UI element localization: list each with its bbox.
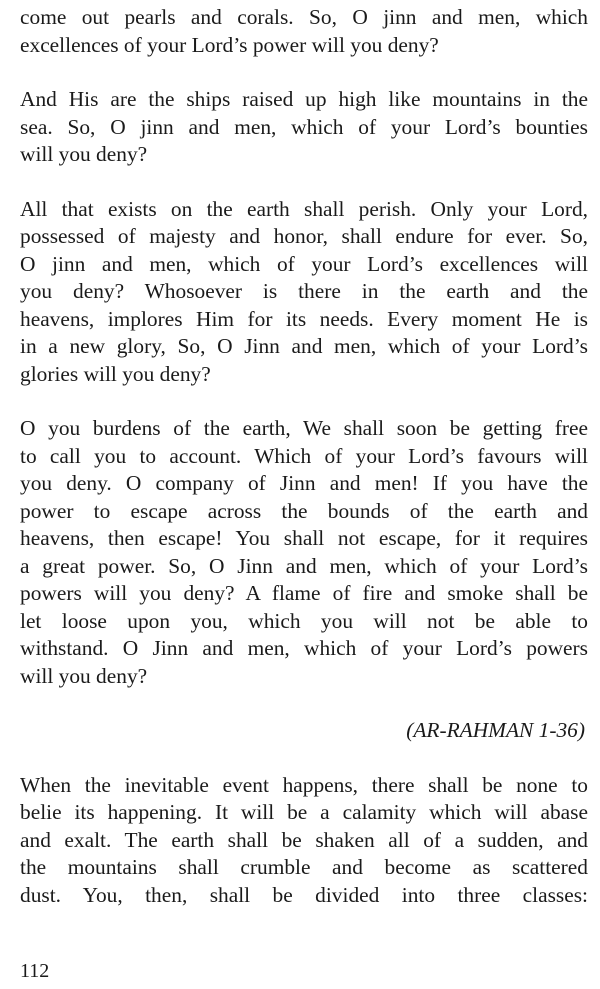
- text-line: and exalt. The earth shall be shaken all of a sudden, and: [20, 827, 588, 852]
- text-line: sea. So, O jinn and men, which of your Lord’s bounties: [20, 114, 588, 139]
- text-line: excellences of your Lord’s power will you deny?: [20, 32, 439, 57]
- text-line: dust. You, then, shall be divided into three classes:: [20, 882, 588, 907]
- text-line: to call you to account. Which of your Lord’s favours will: [20, 443, 588, 468]
- text-line: will you deny?: [20, 663, 148, 688]
- text-line: heavens, then escape! You shall not escape, for it requires: [20, 526, 588, 550]
- paragraph-gap: [20, 169, 588, 196]
- citation-reference: (AR-RAHMAN 1-36): [406, 718, 585, 742]
- paragraph-5: [20, 772, 588, 910]
- page-number: 112: [20, 960, 50, 982]
- text-line: possessed of majesty and honor, shall endure for ever. So,: [20, 224, 588, 248]
- text-line: you deny. O company of Jinn and men! If you have the: [20, 471, 588, 495]
- paragraph-gap: [20, 388, 588, 415]
- text-line: will you deny?: [20, 142, 148, 166]
- text-line: O jinn and men, which of your Lord’s excellences will: [20, 251, 588, 276]
- text-line: withstand. O Jinn and men, which of your Lord’s powers: [20, 636, 588, 660]
- paragraph-gap: [20, 690, 588, 717]
- paragraph-2: [20, 86, 588, 169]
- text-line: O you burdens of the earth, We shall soon be getting free: [20, 416, 588, 440]
- text-line: a great power. So, O Jinn and men, which of your Lord’s: [20, 553, 588, 578]
- text-line: All that exists on the earth shall perish. Only your Lord,: [20, 196, 588, 221]
- paragraph-1: [20, 4, 588, 59]
- text-line: And His are the ships raised up high like mountains in the: [20, 87, 588, 111]
- page-body: [20, 4, 588, 909]
- text-line: come out pearls and corals. So, O jinn and men, which: [20, 5, 588, 29]
- text-line: belie its happening. It will be a calamity which will abase: [20, 800, 588, 824]
- text-line: the mountains shall crumble and become as scattered: [20, 855, 588, 879]
- text-line: heavens, implores Him for its needs. Every moment He is: [20, 306, 588, 331]
- text-line: you deny? Whosoever is there in the earth and the: [20, 279, 588, 303]
- text-line: in a new glory, So, O Jinn and men, which of your Lord’s: [20, 334, 588, 358]
- paragraph-gap: [20, 59, 588, 86]
- text-line: power to escape across the bounds of the earth and: [20, 498, 588, 523]
- text-line: let loose upon you, which you will not be able to: [20, 608, 588, 633]
- text-line: powers will you deny? A flame of fire and smoke shall be: [20, 581, 588, 605]
- text-line: glories will you deny?: [20, 361, 211, 386]
- paragraph-4: [20, 415, 588, 690]
- paragraph-gap: [20, 745, 588, 772]
- paragraph-3: [20, 196, 588, 389]
- text-line: When the inevitable event happens, there shall be none to: [20, 772, 588, 797]
